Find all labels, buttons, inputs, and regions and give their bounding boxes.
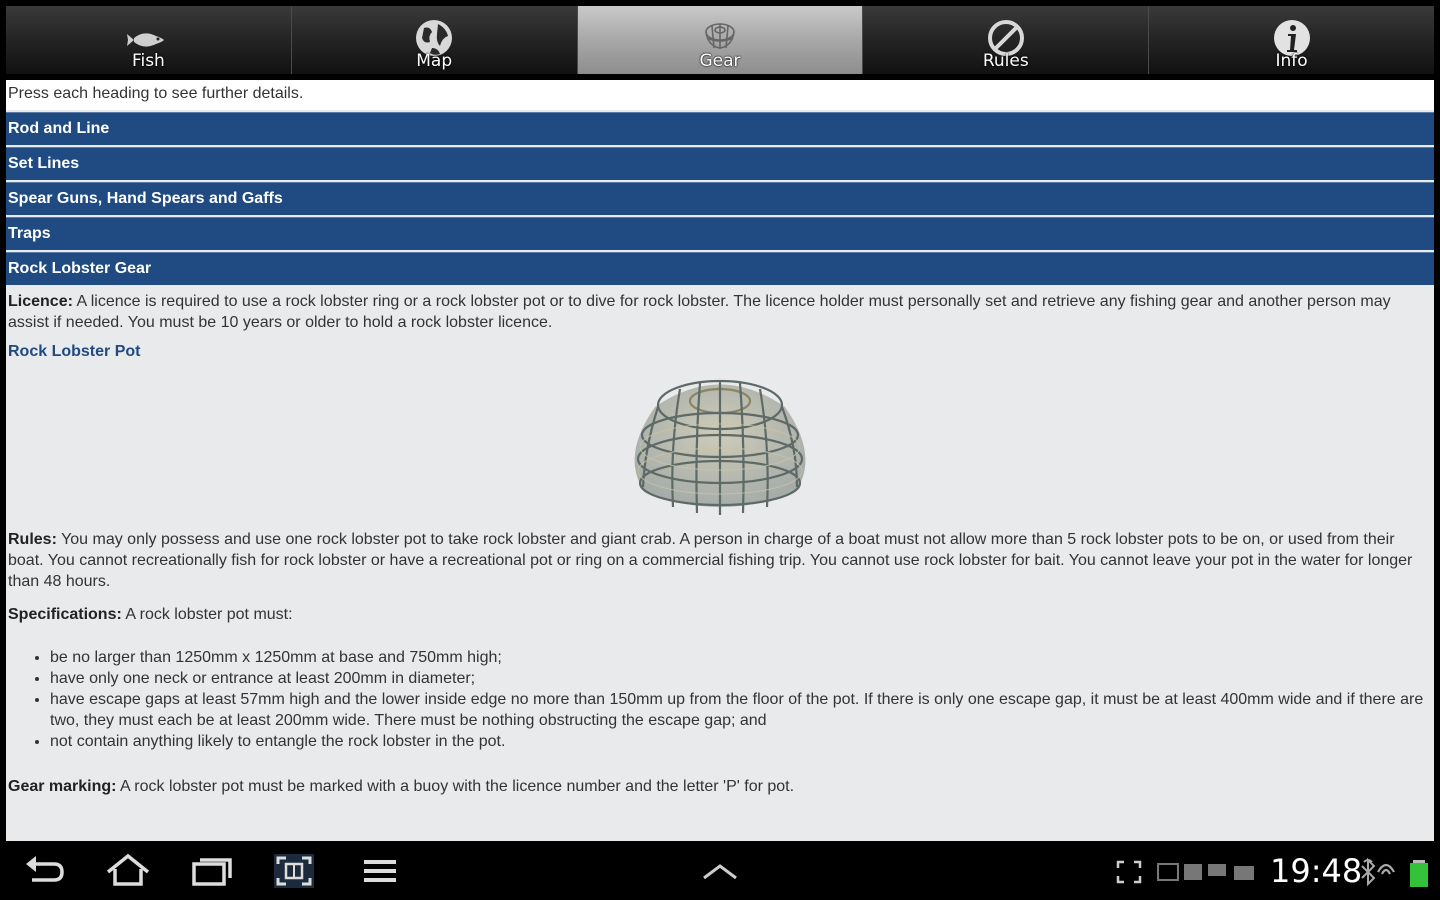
recent-apps-button[interactable] bbox=[188, 852, 236, 890]
tab-gear[interactable] bbox=[578, 6, 864, 74]
specifications-label: Specifications: bbox=[8, 606, 122, 623]
tab-map[interactable] bbox=[292, 6, 578, 74]
gear-marking-label: Gear marking: bbox=[8, 778, 117, 795]
back-icon bbox=[20, 852, 68, 890]
tab-fish-label: Fish bbox=[131, 51, 165, 71]
specifications-paragraph bbox=[6, 604, 1434, 625]
heading-set-lines[interactable]: Set Lines bbox=[6, 147, 1434, 180]
tab-info-label: Info bbox=[1275, 51, 1308, 71]
up-chevron-button[interactable] bbox=[696, 852, 744, 890]
tab-map-label: Map bbox=[416, 51, 453, 71]
tab-fish[interactable] bbox=[6, 6, 292, 74]
screenshot-icon bbox=[270, 852, 318, 890]
gear-marking-text: A rock lobster pot must be marked with a buoy with the licence number and the letter 'P' for pot. bbox=[116, 778, 795, 795]
screenshot-button[interactable] bbox=[270, 852, 318, 890]
licence-text: A licence is required to use a rock lobster ring or a rock lobster pot or to dive for rock lobster. The licence holder must personally set and retrieve any fishing gear and another person may assist if needed. You must be 10 years or older to hold a rock lobster licence. bbox=[8, 293, 1391, 331]
list-item: • not contain anything likely to entangle the rock lobster in the pot. bbox=[50, 731, 1434, 752]
licence-label: Licence: bbox=[8, 293, 73, 310]
heading-spear-guns[interactable]: Spear Guns, Hand Spears and Gaffs bbox=[6, 182, 1434, 215]
intro-bar bbox=[6, 80, 1434, 110]
recent-apps-icon bbox=[188, 852, 236, 890]
specifications-text: A rock lobster pot must: bbox=[121, 606, 293, 623]
tab-gear-label: Gear bbox=[699, 51, 741, 71]
home-icon bbox=[104, 852, 152, 890]
home-button[interactable] bbox=[104, 852, 152, 890]
top-tab-bar bbox=[6, 6, 1434, 74]
specifications-list bbox=[6, 647, 1434, 752]
status-clock: 19:48 bbox=[1270, 852, 1363, 890]
list-item: • have only one neck or entrance at least 200mm in diameter; bbox=[50, 668, 1434, 689]
status-signal-battery-icons bbox=[1358, 856, 1434, 888]
system-navigation-bar bbox=[0, 842, 1440, 900]
list-item: • be no larger than 1250mm x 1250mm at base and 750mm high; bbox=[50, 647, 1434, 668]
list-item: • have escape gaps at least 57mm high and the lower inside edge no more than 150mm up from the floor of the pot. If there is only one escape gap, it must be at least 400mm wide and if there are two, they must each be at least 200mm wide. There must be nothing obstructing the escape gap; and bbox=[50, 689, 1434, 731]
up-chevron-icon bbox=[696, 852, 744, 890]
heading-traps[interactable]: Traps bbox=[6, 217, 1434, 250]
intro-text: Press each heading to see further details. bbox=[8, 85, 304, 102]
back-button[interactable] bbox=[20, 852, 68, 890]
menu-icon bbox=[356, 852, 404, 890]
rock-lobster-pot-link[interactable]: Rock Lobster Pot bbox=[8, 343, 141, 360]
tab-info[interactable] bbox=[1149, 6, 1434, 74]
rules-paragraph bbox=[6, 529, 1434, 592]
rules-label: Rules: bbox=[8, 531, 57, 548]
tab-rules[interactable] bbox=[863, 6, 1149, 74]
menu-button[interactable] bbox=[356, 852, 404, 890]
gear-content[interactable] bbox=[6, 80, 1434, 841]
heading-rock-lobster-gear[interactable]: Rock Lobster Gear bbox=[6, 252, 1434, 285]
tab-rules-label: Rules bbox=[982, 51, 1029, 71]
rules-text: You may only possess and use one rock lobster pot to take rock lobster and giant crab. A person in charge of a boat must not allow more than 5 rock lobster pots to be on, or used from their boat. You cannot recreationally fish for rock lobster or have a recreational pot or ring on a commercial fishing trip. You cannot use rock lobster for bait. You cannot leave your pot in the water for longer than 48 hours. bbox=[8, 531, 1413, 590]
pot-image-wrap bbox=[6, 367, 1434, 517]
licence-paragraph bbox=[6, 291, 1434, 333]
heading-rod-and-line[interactable]: Rod and Line bbox=[6, 112, 1434, 145]
gear-marking-paragraph bbox=[6, 776, 1434, 797]
rock-lobster-pot-image bbox=[625, 367, 815, 517]
status-notification-icons bbox=[1112, 858, 1262, 886]
